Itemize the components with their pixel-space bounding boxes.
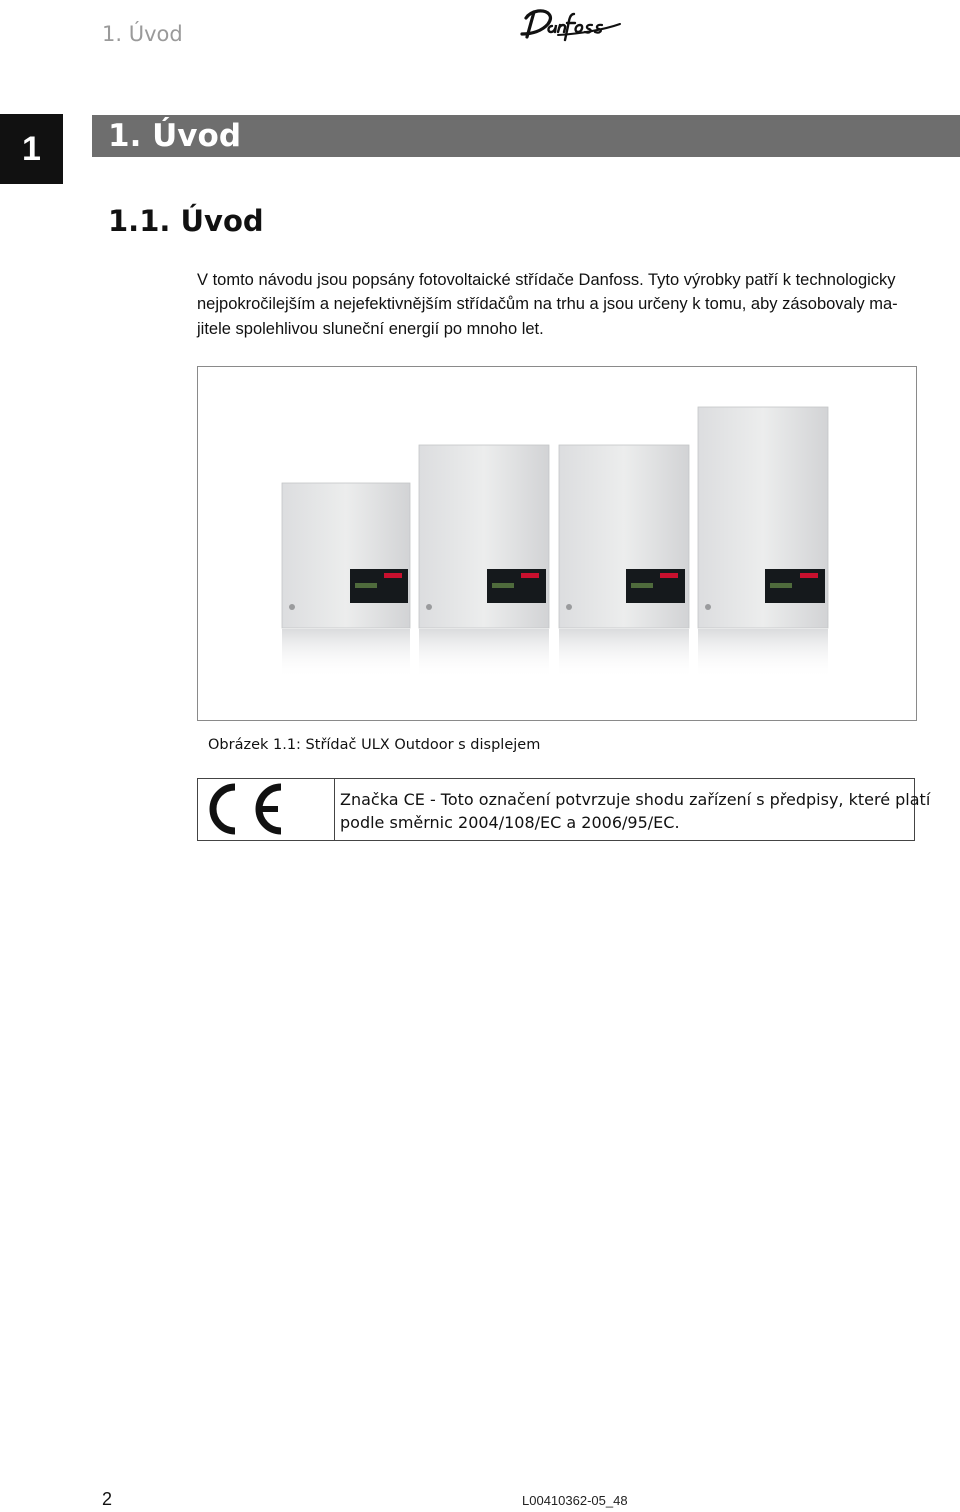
intro-line: nejpokročilejším a nejefektivnějším střídačům na trhu a jsou určeny k tomu, aby zásobovaly ma- xyxy=(197,295,898,314)
danfoss-logo xyxy=(518,4,624,44)
ce-notice-line: podle směrnic 2004/108/EC a 2006/95/EC. xyxy=(340,813,680,832)
chapter-title: 1. Úvod xyxy=(108,118,242,154)
inverter-unit xyxy=(698,407,828,679)
page-number: 2 xyxy=(102,1489,113,1509)
intro-line: jitele spolehlivou sluneční energií po mnoho let. xyxy=(197,319,544,338)
inverter-unit xyxy=(419,445,549,679)
document-code: L00410362-05_48 xyxy=(522,1493,628,1508)
ce-notice-text xyxy=(335,779,930,840)
ce-notice-line: Značka CE - Toto označení potvrzuje shodu zařízení s předpisy, které platí xyxy=(340,790,931,809)
chapter-tab: 1 xyxy=(0,114,63,184)
inverter-unit xyxy=(559,445,689,679)
ce-notice-table xyxy=(197,778,931,841)
inverter-product-photo xyxy=(198,367,916,720)
running-head: 1. Úvod xyxy=(102,22,183,46)
ce-mark-cell xyxy=(198,779,335,840)
chapter-heading-bar xyxy=(92,115,960,157)
intro-line: V tomto návodu jsou popsány fotovoltaické střídače Danfoss. Tyto výrobky patří k technologicky xyxy=(197,271,896,289)
ce-mark-icon xyxy=(198,779,334,840)
intro-paragraph xyxy=(197,268,919,341)
inverter-unit xyxy=(282,483,410,679)
figure-frame xyxy=(197,366,917,721)
section-title: 1.1. Úvod xyxy=(108,204,264,238)
figure-caption: Obrázek 1.1: Střídač ULX Outdoor s displejem xyxy=(208,737,541,753)
